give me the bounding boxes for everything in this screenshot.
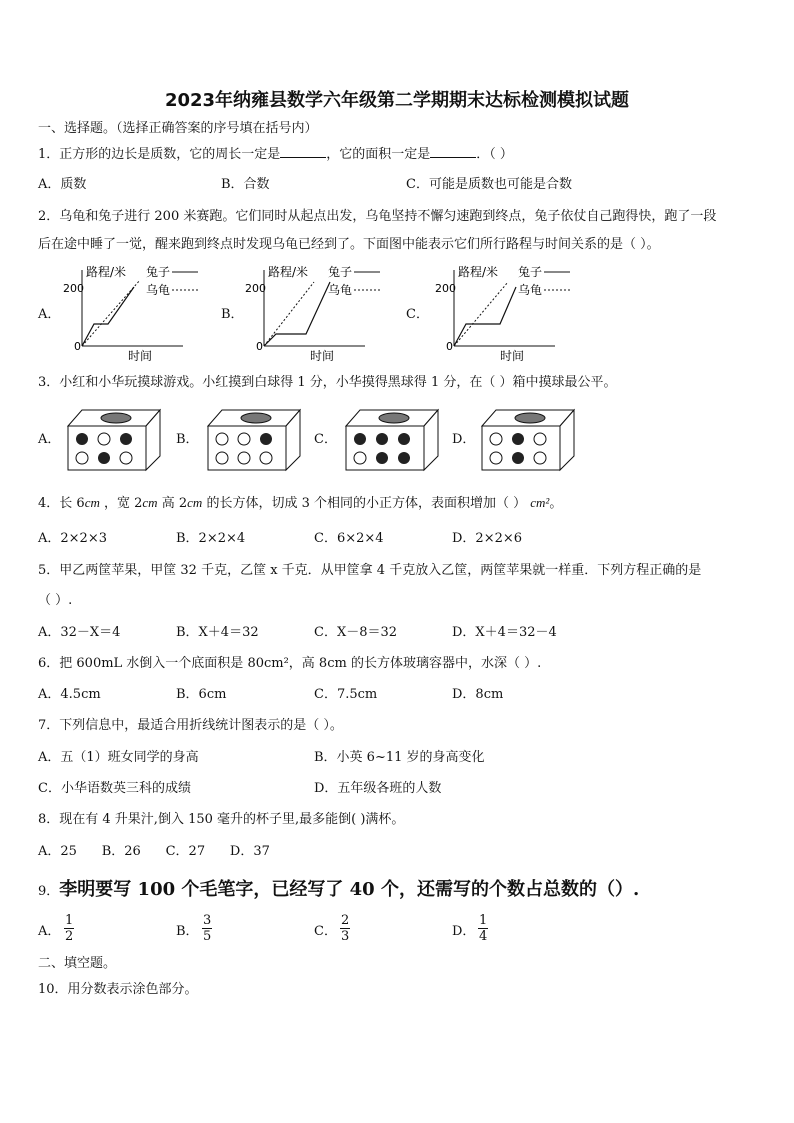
- q9-option-c: C．: [314, 924, 337, 939]
- q3-option-a: A．: [38, 432, 61, 447]
- q4-option-b: B．2×2×4: [176, 531, 246, 546]
- graph-xlabel: 时间: [310, 349, 335, 363]
- graph-origin: 0: [256, 340, 263, 353]
- graph-ylabel: 路程/米: [268, 265, 309, 279]
- graph-legend-rabbit: 兔子: [328, 265, 353, 279]
- q4-part-4: 的长方体，切成 3 个相同的小正方体，表面积增加（ ）: [206, 496, 527, 511]
- q4-option-d: D．2×2×6: [452, 531, 523, 546]
- fraction-numerator: 1: [479, 913, 488, 928]
- fraction-denominator: 4: [479, 929, 488, 944]
- graph-legend-turtle: 乌龟: [146, 283, 171, 297]
- q5-option-c: C．X－8＝32: [314, 625, 398, 640]
- graph-legend-rabbit: 兔子: [518, 265, 543, 279]
- q6-option-c: C．7.5cm: [314, 687, 378, 702]
- graph-ytick: 200: [245, 282, 266, 295]
- fraction-numerator: 3: [203, 913, 212, 928]
- q5-option-d: D．X＋4＝32－4: [452, 625, 557, 640]
- q1-blank-2: [430, 145, 476, 158]
- q2-option-b: B．: [221, 307, 244, 322]
- fraction-denominator: 2: [65, 929, 74, 944]
- q2-option-a: A．: [38, 307, 61, 322]
- q4-option-c: C．6×2×4: [314, 531, 384, 546]
- q4-unit-1: cm: [84, 495, 100, 510]
- fraction-denominator: 3: [341, 929, 350, 944]
- q4-part-1: 4．长 6: [38, 496, 85, 511]
- q7-option-a: A．五（1）班女同学的身高: [38, 750, 199, 765]
- question-9: [38, 879, 639, 903]
- q7-option-b: B．小英 6~11 岁的身高变化: [314, 750, 485, 765]
- q2-graph-a: [58, 262, 208, 364]
- q1-option-c: C．可能是质数也可能是合数: [406, 177, 572, 192]
- question-6: 6．把 600mL 水倒入一个底面积是 80cm²，高 8cm 的长方体玻璃容器中，水深（ ）.: [38, 656, 542, 671]
- fraction-denominator: 5: [203, 929, 212, 944]
- section-heading-choice: 一、选择题。（选择正确答案的序号填在括号内）: [38, 121, 318, 136]
- q4-part-5: 。: [549, 496, 563, 511]
- q3-option-d: D．: [452, 432, 476, 447]
- q4-unit-2: cm: [142, 495, 158, 510]
- graph-ytick: 200: [63, 282, 84, 295]
- q4-part-2: ，宽 2: [104, 496, 143, 511]
- section-heading-fill: 二、填空题。: [38, 956, 117, 971]
- q1-text-c: ．（ ）: [476, 147, 513, 162]
- q6-option-b: B．6cm: [176, 687, 227, 702]
- q1-option-a: A．质数: [38, 177, 87, 192]
- q5-option-a: A．32－X＝4: [38, 625, 121, 640]
- page-title: 2023年纳雍县数学六年级第二学期期末达标检测模拟试题: [164, 90, 630, 111]
- graph-ylabel: 路程/米: [458, 265, 499, 279]
- q4-unit-3: cm: [187, 495, 203, 510]
- question-4: [38, 494, 562, 513]
- q1-text-a: 1．正方形的边长是质数，它的周长一定是: [38, 147, 281, 162]
- q3-box-b: [206, 406, 302, 472]
- q3-option-b: B．: [176, 432, 199, 447]
- question-10: 10．用分数表示涂色部分。: [38, 982, 198, 997]
- q7-option-d: D．五年级各班的人数: [314, 781, 442, 796]
- q9-option-a: A．: [38, 924, 61, 939]
- question-3: 3．小红和小华玩摸球游戏。小红摸到白球得 1 分，小华摸得黑球得 1 分，在（ ）箱中摸球最公平。: [38, 375, 617, 390]
- q1-option-b: B．合数: [221, 177, 270, 192]
- question-7: 7．下列信息中，最适合用折线统计图表示的是（ ）。: [38, 718, 343, 733]
- question-1: [38, 145, 513, 164]
- q3-box-c: [344, 406, 440, 472]
- q2-graph-b: [240, 262, 390, 364]
- q8-options: A．25 B．26 C．27 D．37: [38, 844, 270, 859]
- q9-option-d: D．: [452, 924, 476, 939]
- q5-option-b: B．X＋4＝32: [176, 625, 259, 640]
- q4-part-3: 高 2: [161, 496, 188, 511]
- graph-ylabel: 路程/米: [86, 265, 127, 279]
- q9-number: 9．: [38, 884, 60, 899]
- graph-xlabel: 时间: [128, 349, 153, 363]
- graph-ytick: 200: [435, 282, 456, 295]
- q1-text-b: ，它的面积一定是: [326, 147, 431, 162]
- graph-legend-turtle: 乌龟: [518, 283, 543, 297]
- q9-fraction-b: [202, 913, 212, 944]
- question-5-line-1: 5．甲乙两筐苹果，甲筐 32 千克，乙筐 x 千克．从甲筐拿 4 千克放入乙筐，两筐苹果就一样重．下列方程正确的是: [38, 563, 702, 578]
- graph-xlabel: 时间: [500, 349, 525, 363]
- question-5-line-2: （ ）.: [38, 593, 73, 608]
- q3-box-d: [480, 406, 576, 472]
- q9-fraction-a: [64, 913, 74, 944]
- q9-option-b: B．: [176, 924, 199, 939]
- q1-blank-1: [280, 145, 326, 158]
- question-2-line-1: 2．乌龟和兔子进行 200 米赛跑。它们同时从起点出发，乌龟坚持不懈匀速跑到终点，兔子依仗自己跑得快，跑了一段: [38, 209, 717, 224]
- graph-legend-turtle: 乌龟: [328, 283, 353, 297]
- question-8: 8．现在有 4 升果汁,倒入 150 毫升的杯子里,最多能倒( )满杯。: [38, 812, 405, 827]
- q3-option-c: C．: [314, 432, 337, 447]
- q3-box-a: [66, 406, 162, 472]
- q9-fraction-d: [478, 913, 488, 944]
- fraction-numerator: 1: [65, 913, 74, 928]
- fraction-numerator: 2: [341, 913, 350, 928]
- question-2-line-2: 后在途中睡了一觉，醒来跑到终点时发现乌龟已经到了。下面图中能表示它们所行路程与时间关系的是（ ）。: [38, 237, 660, 252]
- q2-graph-c: [430, 262, 580, 364]
- graph-legend-rabbit: 兔子: [146, 265, 171, 279]
- q7-option-c: C．小华语数英三科的成绩: [38, 781, 191, 796]
- q4-option-a: A．2×2×3: [38, 531, 107, 546]
- q6-option-a: A．4.5cm: [38, 687, 101, 702]
- q2-option-c: C．: [406, 307, 429, 322]
- graph-origin: 0: [446, 340, 453, 353]
- q9-fraction-c: [340, 913, 350, 944]
- q6-option-d: D．8cm: [452, 687, 504, 702]
- q4-unit-squared: cm²: [530, 495, 550, 510]
- q9-text: 李明要写 100 个毛笔字，已经写了 40 个，还需写的个数占总数的（）.: [59, 879, 640, 900]
- graph-origin: 0: [74, 340, 81, 353]
